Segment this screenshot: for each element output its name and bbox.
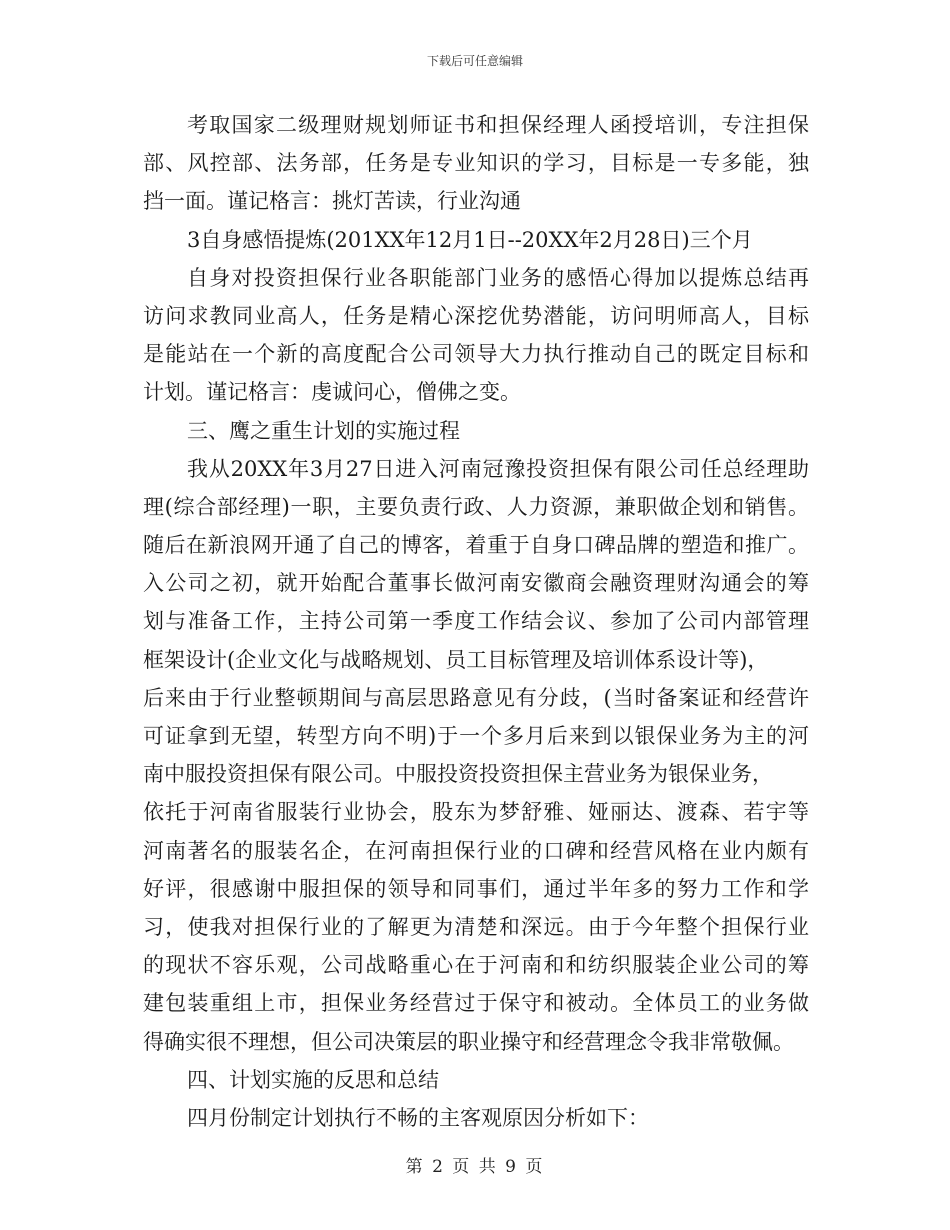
body-line: 依托于河南省服装行业协会，股东为梦舒雅、娅丽达、渡森、若宇等 [143, 800, 809, 825]
body-line: 挡一面。谨记格言：挑灯苦读，行业沟通 [143, 189, 521, 214]
body-line: 理(综合部经理)一职，主要负责行政、人力资源，兼职做企划和销售。 [143, 494, 809, 519]
body-line: 南中服投资担保有限公司。中服投资投资担保主营业务为银保业务， [143, 762, 773, 787]
body-line: 访问求教同业高人，任务是精心深挖优势潜能，访问明师高人，目标 [143, 303, 809, 328]
body-line: 得确实很不理想，但公司决策层的职业操守和经营理念令我非常敬佩。 [143, 1029, 794, 1054]
body-line: 四月份制定计划执行不畅的主客观原因分析如下： [187, 1105, 649, 1130]
body-line: 可证拿到无望，转型方向不明)于一个多月后来到以银保业务为主的河 [143, 724, 809, 748]
body-line: 考取国家二级理财规划师证书和担保经理人函授培训，专注担保 [187, 113, 809, 137]
body-line: 入公司之初，就开始配合董事长做河南安徽商会融资理财沟通会的筹 [143, 571, 809, 596]
body-line: 我从20XX年3月27日进入河南冠豫投资担保有限公司任总经理助 [187, 456, 809, 481]
body-line: 自身对投资担保行业各职能部门业务的感悟心得加以提炼总结再 [187, 265, 809, 290]
body-line: 划与准备工作，主持公司第一季度工作结会议、参加了公司内部管理 [143, 609, 809, 634]
body-line: 部、风控部、法务部，任务是专业知识的学习，目标是一专多能，独 [143, 151, 809, 176]
body-line: 框架设计(企业文化与战略规划、员工目标管理及培训体系设计等)， [143, 647, 769, 672]
body-line: 习，使我对担保行业的了解更为清楚和深远。由于今年整个担保行业 [143, 914, 809, 939]
section-heading: 四、计划实施的反思和总结 [187, 1067, 439, 1092]
body-line: 计划。谨记格言：虔诚问心，僧佛之变。 [143, 380, 521, 405]
page-header-note: 下载后可任意编辑 [426, 54, 523, 68]
page-number-footer: 第 2 页 共 9 页 [405, 1157, 545, 1177]
body-line: 是能站在一个新的高度配合公司领导大力执行推动自己的既定目标和 [143, 342, 809, 367]
body-line: 好评，很感谢中服担保的领导和同事们，通过半年多的努力工作和学 [143, 876, 809, 901]
document-body [143, 106, 809, 1137]
body-line: 河南著名的服装名企，在河南担保行业的口碑和经营风格在业内颇有 [143, 838, 809, 863]
body-line: 的现状不容乐观，公司战略重心在于河南和和纺织服装企业公司的筹 [143, 953, 809, 978]
body-line: 建包装重组上市，担保业务经营过于保守和被动。全体员工的业务做 [143, 991, 809, 1016]
body-line: 后来由于行业整顿期间与高层思路意见有分歧，(当时备案证和经营许 [143, 685, 809, 710]
section-heading: 三、鹰之重生计划的实施过程 [187, 418, 460, 443]
body-line: 随后在新浪网开通了自己的博客，着重于自身口碑品牌的塑造和推广。 [143, 533, 809, 558]
body-line: 3自身感悟提炼(201XX年12月1日--20XX年2月28日)三个月 [187, 227, 753, 252]
